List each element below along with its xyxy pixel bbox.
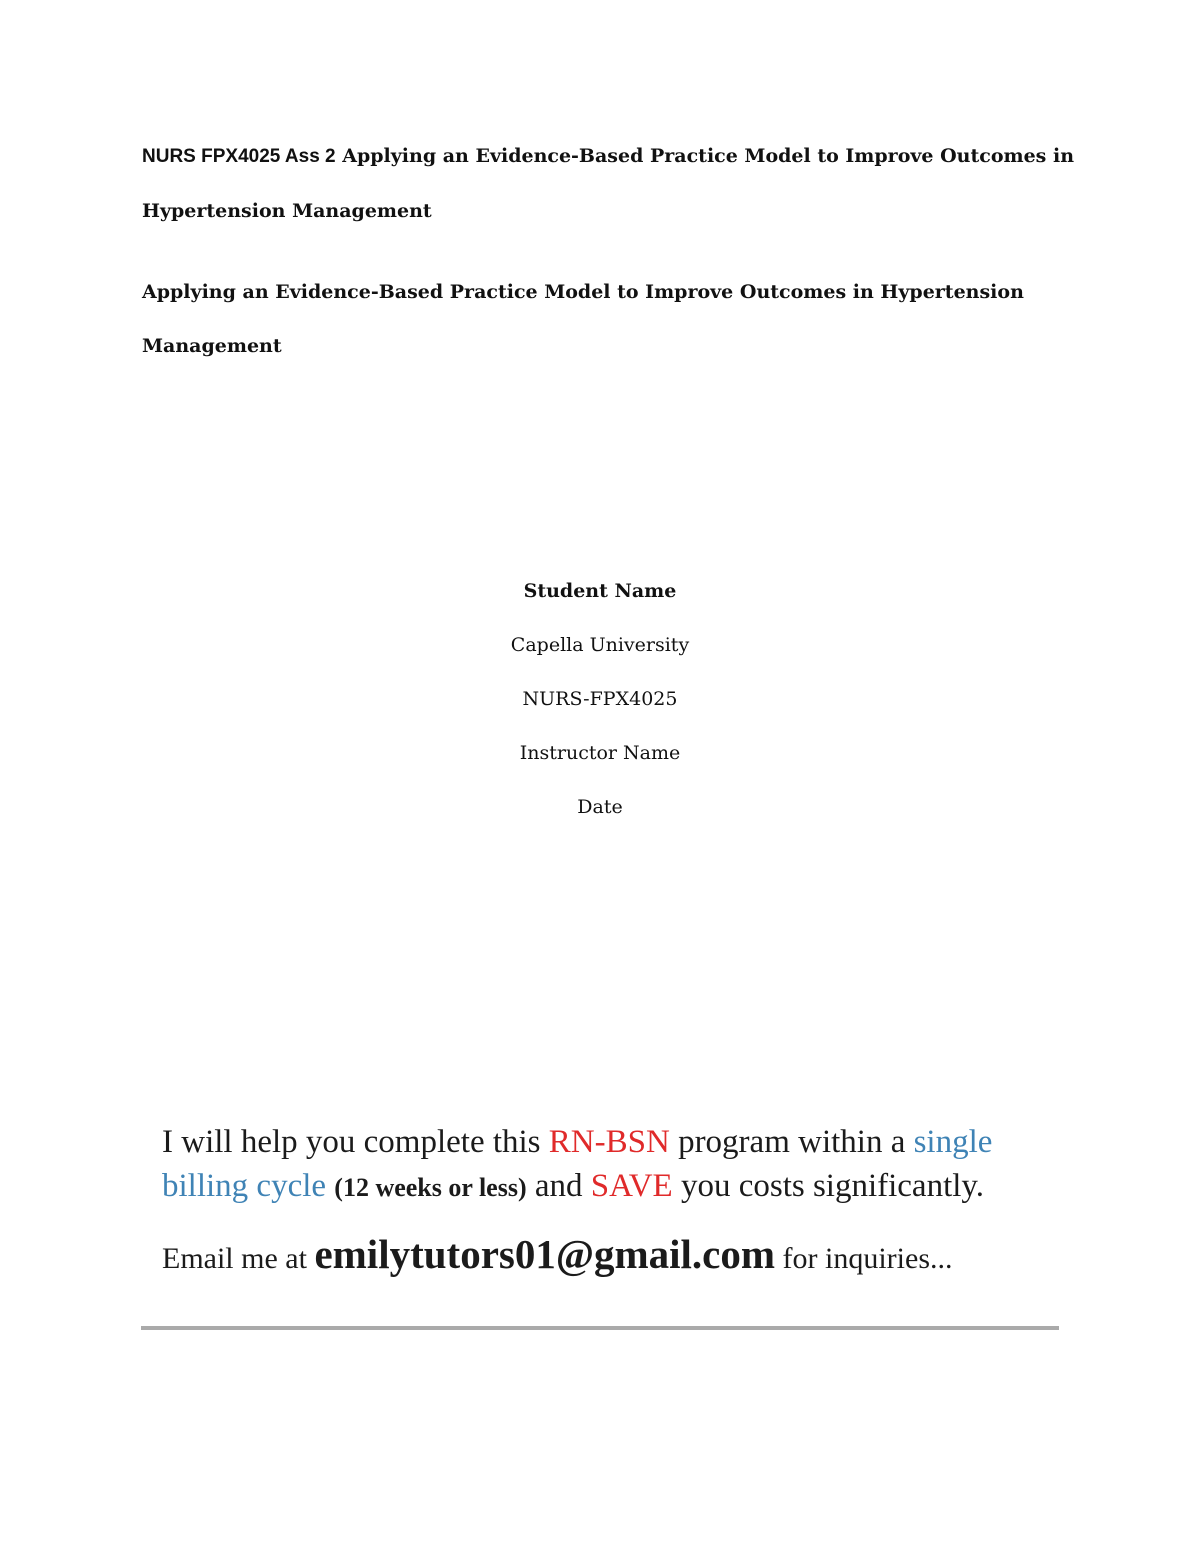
promo-text: you costs significantly. — [672, 1168, 985, 1204]
university-name: Capella University — [510, 634, 690, 656]
course-code-label: NURS FPX4025 Ass 2 — [142, 146, 336, 167]
header-title-line-2: Hypertension Management — [142, 200, 432, 222]
date-field: Date — [577, 796, 623, 818]
promo-email-address: emilytutors01@gmail.com — [314, 1231, 776, 1277]
promo-highlight-rn-bsn: RN-BSN — [548, 1124, 670, 1160]
header-title-text: Applying an Evidence-Based Practice Model to Improve Outcomes in — [335, 145, 1075, 167]
promo-email-suffix: for inquiries... — [775, 1242, 953, 1275]
promo-highlight-single: single — [913, 1124, 993, 1160]
horizontal-divider — [141, 1326, 1059, 1330]
promo-highlight-billing-cycle: billing cycle — [162, 1168, 327, 1204]
promo-banner — [162, 1120, 1062, 1283]
header-title — [142, 129, 1075, 238]
promo-text: I will help you complete this — [162, 1124, 549, 1160]
promo-line-1 — [162, 1120, 1062, 1164]
student-name: Student Name — [523, 580, 677, 602]
main-title — [142, 265, 1042, 373]
header-title-line-1 — [142, 129, 1075, 184]
promo-line-2 — [162, 1164, 1062, 1210]
promo-email-line — [162, 1230, 1062, 1283]
main-title-line-2: Management — [142, 335, 282, 357]
promo-text: and — [526, 1168, 591, 1204]
promo-highlight-save: SAVE — [590, 1168, 673, 1204]
title-page-info — [0, 564, 1200, 834]
instructor-name: Instructor Name — [519, 742, 681, 764]
main-title-line-1: Applying an Evidence-Based Practice Model to Improve Outcomes in Hypertension — [142, 281, 1024, 303]
promo-email-prefix: Email me at — [162, 1242, 315, 1275]
promo-duration: (12 weeks or less) — [334, 1173, 527, 1202]
course-number: NURS-FPX4025 — [522, 688, 678, 710]
promo-text: program within a — [669, 1124, 914, 1160]
